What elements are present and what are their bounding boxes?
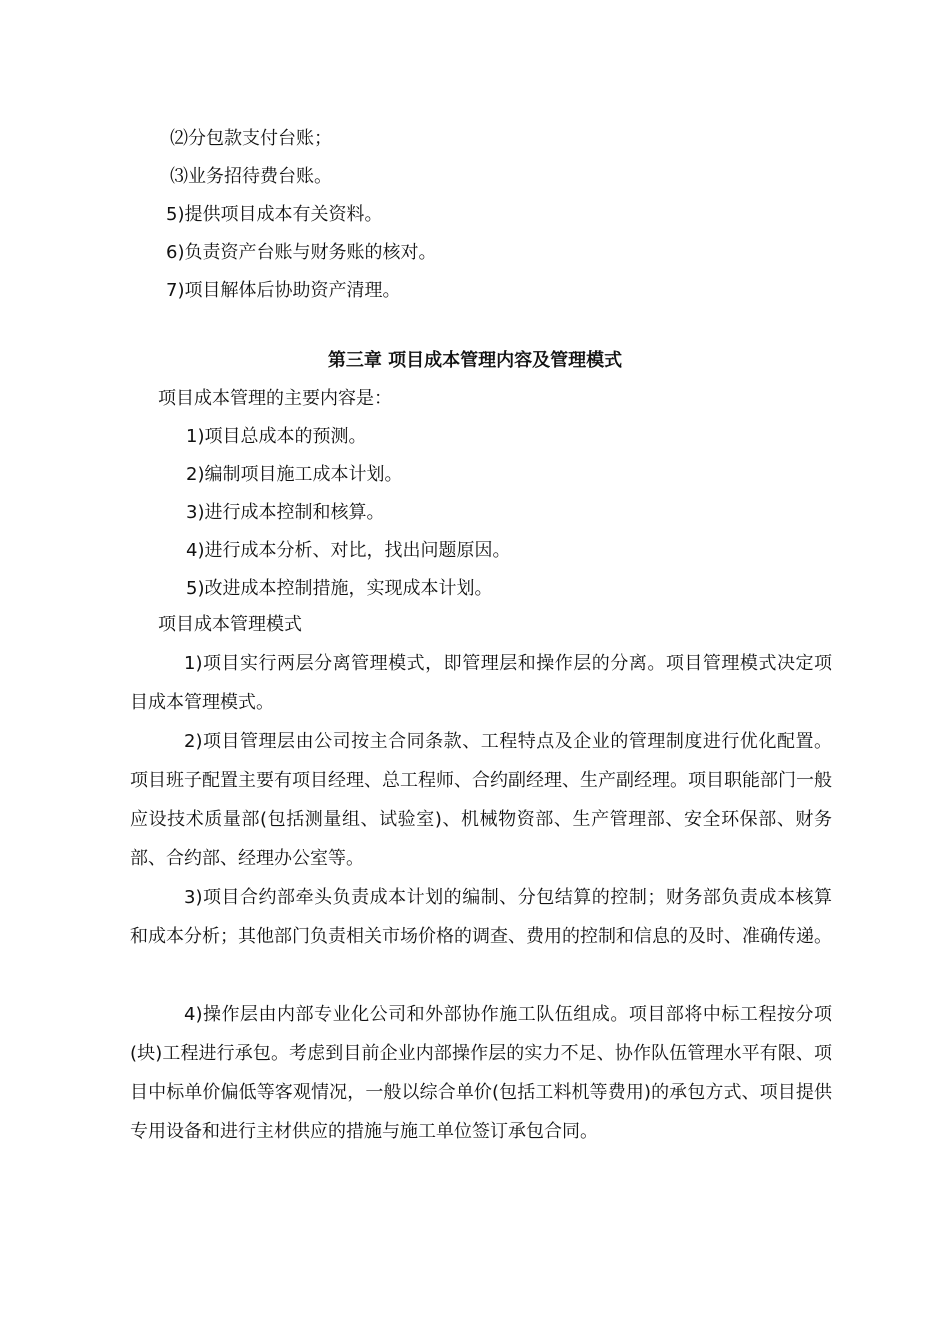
content-list-item: 3)进行成本控制和核算。 [186, 502, 385, 523]
chapter-heading: 第三章 项目成本管理内容及管理模式 [327, 350, 623, 371]
top-list-item: ⑵分包款支付台账； [170, 128, 332, 149]
top-list-item: 6)负责资产台账与财务账的核对。 [166, 242, 437, 263]
content-list-item: 4)进行成本分析、对比，找出问题原因。 [186, 540, 511, 561]
content-intro: 项目成本管理的主要内容是： [158, 388, 392, 409]
mode-paragraph: 2)项目管理层由公司按主合同条款、工程特点及企业的管理制度进行优化配置。项目班子配置主要有项目经理、总工程师、合约副经理、生产副经理。项目职能部门一般应设技术质量部(包括测量组、试验室)、机械物资部、生产管理部、安全环保部、财务部、合约部、经理办公室等。 [130, 731, 832, 869]
mode-paragraph: 1)项目实行两层分离管理模式，即管理层和操作层的分离。项目管理模式决定项目成本管理模式。 [130, 653, 832, 713]
content-list-item: 5)改进成本控制措施，实现成本计划。 [186, 578, 493, 599]
mode-paragraph: 4)操作层由内部专业化公司和外部协作施工队伍组成。项目部将中标工程按分项(块)工程进行承包。考虑到目前企业内部操作层的实力不足、协作队伍管理水平有限、项目中标单价偏低等客观情况，一般以综合单价(包括工料机等费用)的承包方式、项目提供专用设备和进行主材供应的措施与施工单位签订承包合同。 [130, 1004, 832, 1142]
mode-heading: 项目成本管理模式 [158, 614, 302, 635]
top-list-item: 7)项目解体后协助资产清理。 [166, 280, 401, 301]
mode-paragraph: 3)项目合约部牵头负责成本计划的编制、分包结算的控制；财务部负责成本核算和成本分析；其他部门负责相关市场价格的调查、费用的控制和信息的及时、准确传递。 [130, 887, 832, 947]
content-list-item: 1)项目总成本的预测。 [186, 426, 367, 447]
top-list-item: ⑶业务招待费台账。 [170, 166, 332, 187]
top-list-item: 5)提供项目成本有关资料。 [166, 204, 383, 225]
content-list-item: 2)编制项目施工成本计划。 [186, 464, 403, 485]
